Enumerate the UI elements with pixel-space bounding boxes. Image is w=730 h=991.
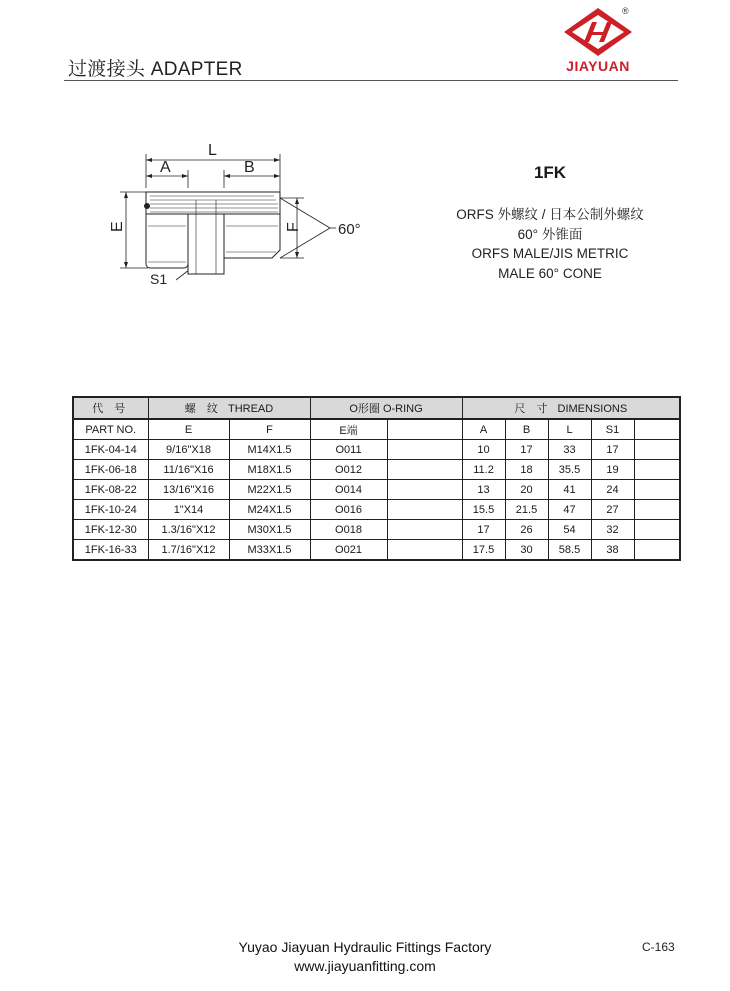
cell-blank xyxy=(634,500,680,520)
cell-l: 33 xyxy=(548,440,591,460)
table-row xyxy=(73,440,680,460)
table-column-header xyxy=(73,419,680,440)
cell-b: 20 xyxy=(505,480,548,500)
page-number: C-163 xyxy=(642,940,675,954)
dim-label-e: E xyxy=(109,221,126,232)
cell-part: 1FK-08-22 xyxy=(73,480,148,500)
group-part: 代 号 xyxy=(73,397,148,419)
cell-blank xyxy=(634,460,680,480)
fitting-drawing xyxy=(104,140,384,290)
cell-blank xyxy=(387,500,462,520)
desc-line: ORFS 外螺纹 / 日本公制外螺纹 xyxy=(456,207,644,222)
cell-f: M22X1.5 xyxy=(229,480,310,500)
cell-blank xyxy=(387,520,462,540)
table-group-header xyxy=(73,397,680,419)
cell-blank xyxy=(634,480,680,500)
registered-mark: ® xyxy=(622,6,629,16)
cell-part: 1FK-10-24 xyxy=(73,500,148,520)
group-dimensions: 尺 寸 DIMENSIONS xyxy=(462,397,680,419)
group-thread: 螺 纹 THREAD xyxy=(148,397,310,419)
cell-s1: 27 xyxy=(591,500,634,520)
col-e-end: E端 xyxy=(310,419,387,440)
cell-f: M33X1.5 xyxy=(229,540,310,561)
footer xyxy=(180,938,550,976)
page-title: 过渡接头 ADAPTER xyxy=(68,59,243,80)
cell-e: 1"X14 xyxy=(148,500,229,520)
col-b: B xyxy=(505,419,548,440)
brand-name: JIAYUAN xyxy=(566,58,630,74)
cell-b: 26 xyxy=(505,520,548,540)
cell-b: 21.5 xyxy=(505,500,548,520)
cell-part: 1FK-04-14 xyxy=(73,440,148,460)
desc-line: 60° 外锥面 xyxy=(517,226,583,242)
table-row xyxy=(73,520,680,540)
col-blank xyxy=(387,419,462,440)
product-description xyxy=(430,205,670,283)
cell-f: M18X1.5 xyxy=(229,460,310,480)
cell-part: 1FK-12-30 xyxy=(73,520,148,540)
cell-f: M14X1.5 xyxy=(229,440,310,460)
cell-l: 54 xyxy=(548,520,591,540)
cell-oring: O018 xyxy=(310,520,387,540)
cell-blank xyxy=(634,440,680,460)
website-link[interactable]: www.jiayuanfitting.com xyxy=(294,958,436,974)
cell-s1: 32 xyxy=(591,520,634,540)
table-row xyxy=(73,480,680,500)
cell-a: 13 xyxy=(462,480,505,500)
col-part: PART NO. xyxy=(73,419,148,440)
spec-table xyxy=(72,396,681,561)
cone-angle-label: 60° xyxy=(338,221,361,238)
cell-blank xyxy=(387,440,462,460)
cell-a: 11.2 xyxy=(462,460,505,480)
company-name: Yuyao Jiayuan Hydraulic Fittings Factory xyxy=(238,939,492,955)
dim-label-a: A xyxy=(160,159,171,176)
col-f: F xyxy=(229,419,310,440)
cell-e: 1.3/16"X12 xyxy=(148,520,229,540)
col-s1: S1 xyxy=(591,419,634,440)
cell-s1: 38 xyxy=(591,540,634,561)
cell-b: 18 xyxy=(505,460,548,480)
cell-l: 41 xyxy=(548,480,591,500)
cell-blank xyxy=(387,460,462,480)
col-e: E xyxy=(148,419,229,440)
product-model: 1FK xyxy=(533,163,567,182)
cell-s1: 19 xyxy=(591,460,634,480)
col-a: A xyxy=(462,419,505,440)
col-l: L xyxy=(548,419,591,440)
cell-blank xyxy=(634,520,680,540)
cell-f: M24X1.5 xyxy=(229,500,310,520)
cell-s1: 24 xyxy=(591,480,634,500)
cell-oring: O011 xyxy=(310,440,387,460)
cell-f: M30X1.5 xyxy=(229,520,310,540)
cell-oring: O016 xyxy=(310,500,387,520)
cell-oring: O014 xyxy=(310,480,387,500)
desc-line: MALE 60° CONE xyxy=(498,265,602,281)
cell-l: 47 xyxy=(548,500,591,520)
o-ring-mark xyxy=(144,203,150,209)
cell-b: 17 xyxy=(505,440,548,460)
cell-e: 1.7/16"X12 xyxy=(148,540,229,561)
cell-blank xyxy=(387,480,462,500)
cell-l: 35.5 xyxy=(548,460,591,480)
col-blank xyxy=(634,419,680,440)
cell-l: 58.5 xyxy=(548,540,591,561)
group-oring: O形圈 O-RING xyxy=(310,397,462,419)
header-divider xyxy=(64,80,678,81)
dim-label-l: L xyxy=(208,142,217,159)
brand-logo xyxy=(556,6,640,78)
cell-b: 30 xyxy=(505,540,548,561)
table-row xyxy=(73,460,680,480)
dim-label-f: F xyxy=(285,222,302,232)
cell-a: 15.5 xyxy=(462,500,505,520)
cell-oring: O012 xyxy=(310,460,387,480)
table-row xyxy=(73,540,680,561)
cell-s1: 17 xyxy=(591,440,634,460)
cell-e: 13/16"X16 xyxy=(148,480,229,500)
cell-blank xyxy=(387,540,462,561)
cell-a: 17.5 xyxy=(462,540,505,561)
desc-line: ORFS MALE/JIS METRIC xyxy=(471,246,629,261)
table-row xyxy=(73,500,680,520)
cell-a: 10 xyxy=(462,440,505,460)
cell-part: 1FK-16-33 xyxy=(73,540,148,561)
dim-label-s1: S1 xyxy=(150,271,168,287)
cell-part: 1FK-06-18 xyxy=(73,460,148,480)
cell-a: 17 xyxy=(462,520,505,540)
cell-blank xyxy=(634,540,680,561)
cell-oring: O021 xyxy=(310,540,387,561)
cell-e: 9/16"X18 xyxy=(148,440,229,460)
dim-label-b: B xyxy=(244,159,255,176)
cell-e: 11/16"X16 xyxy=(148,460,229,480)
